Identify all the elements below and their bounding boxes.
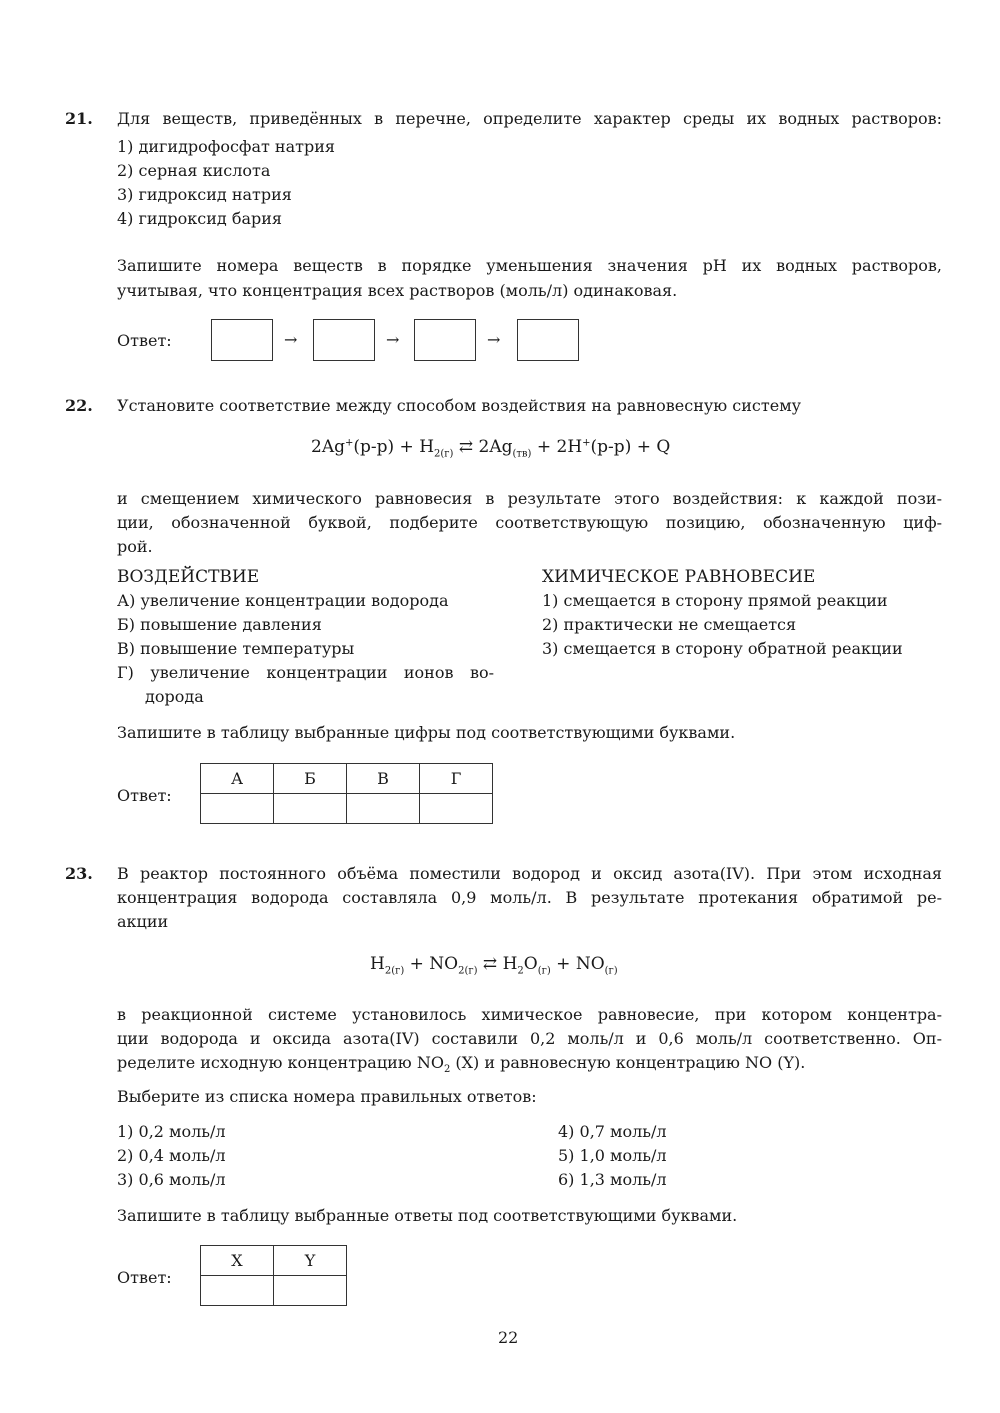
eq-part: 2(г)	[384, 965, 405, 977]
arrow-icon: →	[284, 330, 298, 349]
column-header: ВОЗДЕЙСТВИЕ	[117, 567, 260, 587]
text-part: (X) и равновесную концентрацию NO (Y).	[450, 1053, 806, 1072]
text-part: ределите исходную концентрацию NO	[117, 1053, 444, 1072]
paragraph-line: в реакционной системе установилось химическое равновесие, при котором концентра-	[117, 1005, 942, 1024]
page-number: 22	[498, 1328, 519, 1347]
list-item: Г) увеличение концентрации ионов во-	[117, 663, 494, 682]
list-item: Б) повышение давления	[117, 615, 322, 634]
list-item: В) повышение температуры	[117, 639, 355, 658]
eq-part: 2Ag	[311, 437, 345, 457]
instruction: Запишите номера веществ в порядке уменьшения значения pH их водных растворов,	[117, 256, 942, 275]
answer-box-1[interactable]	[211, 319, 273, 361]
paragraph-line: акции	[117, 912, 169, 931]
equilibrium-arrow-icon: ⇄	[458, 437, 474, 457]
answer-label: Ответ:	[117, 331, 172, 350]
answer-box-2[interactable]	[313, 319, 375, 361]
arrow-icon: →	[487, 330, 501, 349]
instruction: Запишите в таблицу выбранные ответы под соответствующими буквами.	[117, 1206, 738, 1225]
eq-part: 2(г)	[458, 965, 478, 977]
list-item: 1) дигидрофосфат натрия	[117, 137, 335, 156]
list-item: 2) серная кислота	[117, 161, 271, 180]
column-header: А	[201, 764, 274, 794]
eq-part: 2(г)	[434, 448, 454, 460]
option: 5) 1,0 моль/л	[558, 1146, 667, 1165]
equilibrium-arrow-icon: ⇄	[482, 954, 498, 974]
option: 2) 0,4 моль/л	[117, 1146, 226, 1165]
instruction: Запишите в таблицу выбранные цифры под соответствующими буквами.	[117, 723, 736, 742]
question-text: Для веществ, приведённых в перечне, определите характер среды их водных растворов:	[117, 109, 942, 128]
question-number: 22.	[65, 396, 93, 415]
list-item: 1) смещается в сторону прямой реакции	[542, 591, 888, 610]
paragraph-line	[117, 1053, 805, 1080]
option: 6) 1,3 моль/л	[558, 1170, 667, 1189]
answer-box-3[interactable]	[414, 319, 476, 361]
eq-part: (г)	[537, 965, 551, 977]
question-number: 21.	[65, 109, 93, 128]
column-header: Г	[420, 764, 493, 794]
answer-table	[200, 763, 493, 824]
question-text: Установите соответствие между способом воздействия на равновесную систему	[117, 396, 802, 415]
answer-label: Ответ:	[117, 786, 172, 805]
eq-part: 2	[517, 965, 524, 977]
answer-cell[interactable]	[420, 794, 493, 824]
paragraph-line: рой.	[117, 537, 153, 556]
paragraph-line: и смещением химического равновесия в результате этого воздействия: к каждой пози-	[117, 489, 942, 508]
list-item: 4) гидроксид бария	[117, 209, 283, 228]
arrow-icon: →	[386, 330, 400, 349]
question-number: 23.	[65, 864, 93, 883]
answer-cell[interactable]	[274, 1276, 347, 1306]
eq-part: 2Ag	[478, 437, 513, 457]
eq-part: +	[344, 437, 354, 449]
option: 3) 0,6 моль/л	[117, 1170, 226, 1189]
answer-table	[200, 1245, 347, 1306]
answer-cell[interactable]	[347, 794, 420, 824]
answer-cell[interactable]	[274, 794, 347, 824]
option: 4) 0,7 моль/л	[558, 1122, 667, 1141]
instruction: Выберите из списка номера правильных ответов:	[117, 1087, 537, 1106]
eq-part: (тв)	[512, 448, 532, 460]
option: 1) 0,2 моль/л	[117, 1122, 226, 1141]
answer-cell[interactable]	[201, 794, 274, 824]
eq-part: + 2H	[531, 437, 583, 457]
list-item: 3) гидроксид натрия	[117, 185, 292, 204]
eq-part: H	[370, 954, 385, 974]
eq-part: (р-р) + H	[353, 437, 435, 457]
paragraph-line: концентрация водорода составляла 0,9 моль/л. В результате протекания обратимой ре-	[117, 888, 942, 907]
eq-part: O	[523, 954, 538, 974]
eq-part: + NO	[404, 954, 459, 974]
column-header: В	[347, 764, 420, 794]
column-header: ХИМИЧЕСКОЕ РАВНОВЕСИЕ	[542, 567, 816, 587]
list-item: 2) практически не смещается	[542, 615, 797, 634]
answer-box-4[interactable]	[517, 319, 579, 361]
list-item: А) увеличение концентрации водорода	[117, 591, 449, 610]
column-header: X	[201, 1246, 274, 1276]
reaction-equation	[311, 437, 670, 459]
answer-cell[interactable]	[201, 1276, 274, 1306]
paragraph-line: В реактор постоянного объёма поместили водород и оксид азота(IV). При этом исходная	[117, 864, 942, 883]
eq-part: + NO	[550, 954, 605, 974]
reaction-equation	[370, 954, 618, 976]
list-item: 3) смещается в сторону обратной реакции	[542, 639, 903, 658]
paragraph-line: ции водорода и оксида азота(IV) составили 0,2 моль/л и 0,6 моль/л соответственно. Оп-	[117, 1029, 942, 1048]
list-item: дорода	[145, 687, 204, 706]
eq-part: H	[502, 954, 518, 974]
eq-part: +	[582, 437, 591, 449]
answer-label: Ответ:	[117, 1268, 172, 1287]
column-header: Y	[274, 1246, 347, 1276]
paragraph-line: ции, обозначенной буквой, подберите соответствующую позицию, обозначенную циф-	[117, 513, 942, 532]
column-header: Б	[274, 764, 347, 794]
eq-part: (р-р) + Q	[590, 437, 671, 457]
instruction: учитывая, что концентрация всех растворов (моль/л) одинаковая.	[117, 281, 678, 300]
eq-part: (г)	[604, 965, 618, 977]
text-part: 2	[443, 1064, 451, 1076]
